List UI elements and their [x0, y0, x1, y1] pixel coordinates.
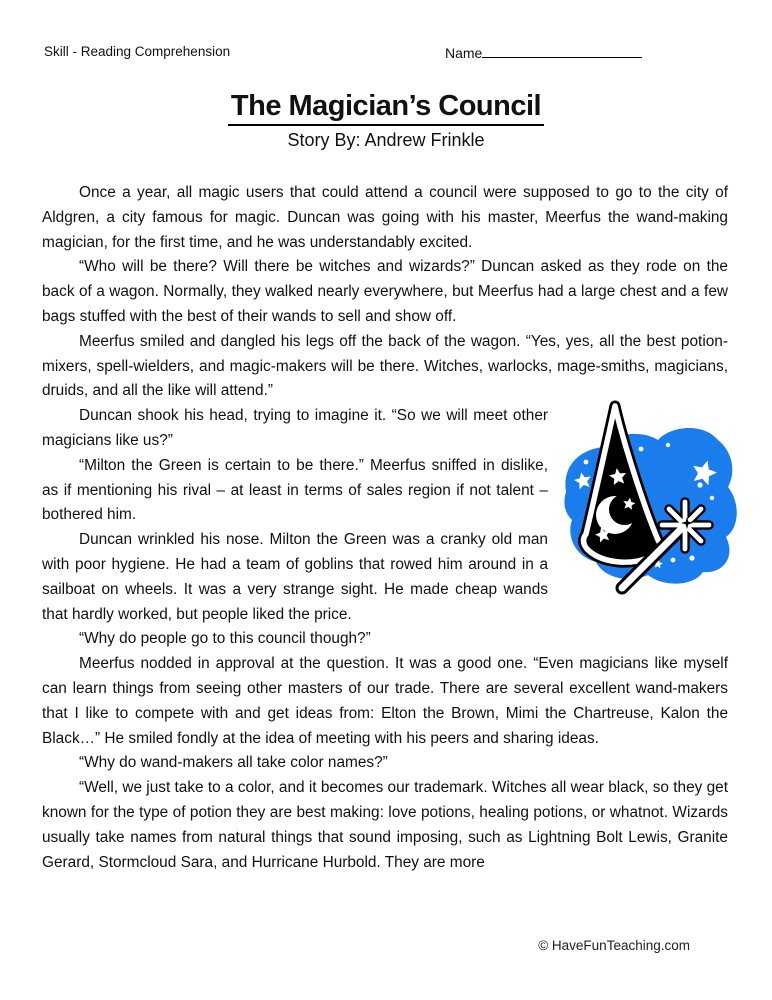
title-block [0, 90, 772, 151]
name-label: Name [445, 45, 483, 61]
story-paragraph: “Milton the Green is certain to be there.” Meerfus sniffed in dislike, as if mentioning his rival – at least in terms of sales region if not talent – bothered him. [42, 456, 548, 524]
story-paragraph: “Who will be there? Will there be witches and wizards?” Duncan asked as they rode on the back of a wagon. Normally, they walked nearly everywhere, but Meerfus had a large chest and a few bags stuffed with the best of their wands to sell and show off. [42, 258, 728, 325]
name-blank-line[interactable] [482, 44, 642, 58]
story-paragraph: Meerfus smiled and dangled his legs off the back of the wagon. “Yes, yes, all the best potion-mixers, spell-wielders, and magic-makers will be there. Witches, warlocks, mage-smiths, magicians, druids, and all the like will attend.” [42, 332, 728, 400]
page-title: The Magician’s Council [228, 90, 544, 126]
byline: Story By: Andrew Frinkle [287, 130, 485, 151]
story-paragraph: “Well, we just take to a color, and it becomes our trademark. Witches all wear black, so they get known for the type of potion they are best making: love potions, healing potions, or whatnot. Wizards usually take names from natural things that sound imposing, such as Lightning Bolt Lewis, Granite Gerard, Stormcloud Sara, and Hurricane Hurbold. They are more [42, 779, 728, 871]
story-paragraph: Meerfus nodded in approval at the question. It was a good one. “Even magicians like myself can learn things from seeing other masters of our trade. There are several excellent wand-makers that I like to compete with and get ideas from: Elton the Brown, Mimi the Chartreuse, Kalon the Black…” He smiled fondly at the idea of meeting with his peers and sharing ideas. [42, 655, 728, 747]
story-paragraph: Once a year, all magic users that could attend a council were supposed to go to the city of Aldgren, a city famous for magic. Duncan was going with his master, Meerfus the wand-making magician, for the first time, and he was understandably excited. [42, 184, 728, 251]
footer-credit: © HaveFunTeaching.com [538, 938, 690, 953]
skill-label: Skill - Reading Comprehension [44, 44, 231, 59]
story-paragraph: “Why do people go to this council though?” [79, 630, 371, 648]
story-paragraph: “Why do wand-makers all take color names?” [79, 754, 388, 772]
name-field [445, 44, 642, 61]
story-text [42, 181, 728, 875]
story-paragraph: Duncan wrinkled his nose. Milton the Green was a cranky old man with poor hygiene. He had a team of goblins that rowed him around in a sailboat on wheels. It was a very strange sight. He made cheap wands that hardly worked, but people liked the price. [42, 531, 548, 623]
story-paragraph: Duncan shook his head, trying to imagine it. “So we will meet other magicians like us?” [42, 407, 548, 449]
illustration-wizard-hat-and-wand [558, 392, 772, 614]
